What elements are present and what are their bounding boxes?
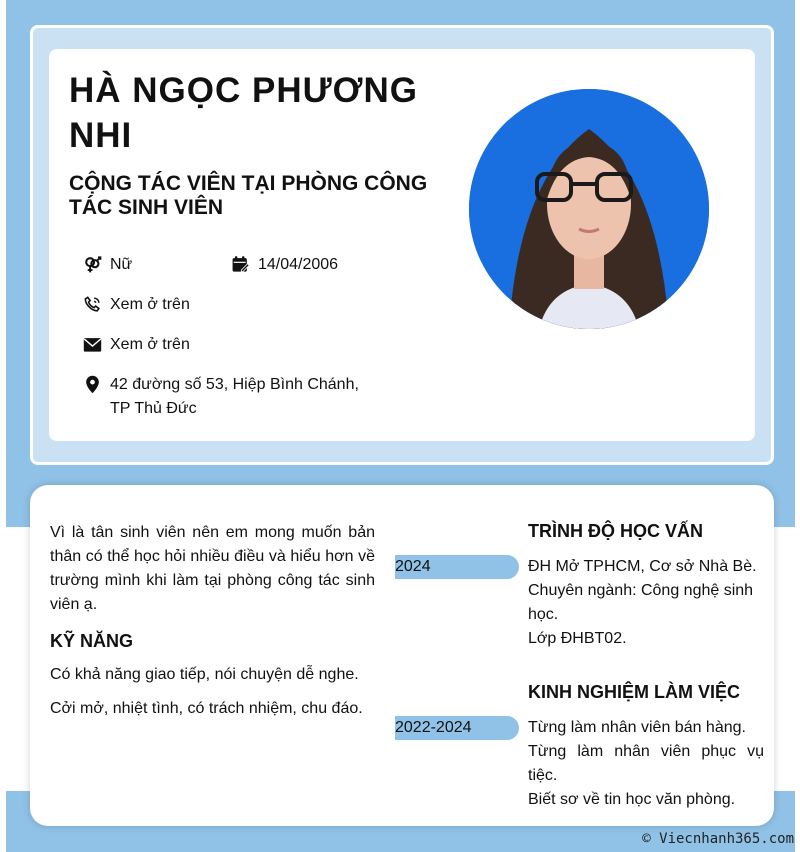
education-line: ĐH Mở TPHCM, Cơ sở Nhà Bè.	[528, 558, 757, 575]
calendar-icon	[231, 255, 250, 274]
gender-value: Nữ	[110, 256, 133, 273]
career-objective: Vì là tân sinh viên nên em mong muốn bản thân có thể học hỏi nhiều điều và hiểu hơn về trường mình khi làm tại phòng công tác sinh viên ạ.	[50, 524, 375, 613]
education-line: Chuyên ngành: Công nghệ sinh học.	[528, 582, 754, 623]
address-value: 42 đường số 53, Hiệp Bình Chánh, TP Thủ Đức	[110, 376, 359, 417]
copyright-text: © Viecnhanh365.com	[642, 831, 794, 847]
experience-title: KINH NGHIỆM LÀM VIỆC	[528, 682, 741, 702]
phone-icon	[83, 295, 102, 314]
experience-line: Từng làm nhân viên phục vụ tiệc.	[528, 743, 764, 784]
skill-item: Cởi mở, nhiệt tình, có trách nhiệm, chu đáo.	[50, 700, 363, 717]
skills-title: KỸ NĂNG	[50, 631, 134, 651]
address-info	[83, 373, 373, 421]
education-title: TRÌNH ĐỘ HỌC VẤN	[528, 521, 703, 541]
experience-line: Biết sơ về tin học văn phòng.	[528, 791, 736, 808]
profile-photo	[469, 89, 709, 329]
gender-info	[83, 253, 223, 277]
phone-value: Xem ở trên	[110, 296, 190, 313]
education-line: Lớp ĐHBT02.	[528, 630, 627, 647]
education-details	[528, 555, 764, 651]
education-year: 2024	[395, 555, 519, 579]
email-value: Xem ở trên	[110, 336, 190, 353]
experience-year: 2022-2024	[395, 716, 519, 740]
experience-details	[528, 716, 764, 812]
experience-line: Từng làm nhân viên bán hàng.	[528, 719, 746, 736]
skill-item: Có khả năng giao tiếp, nói chuyện dễ nghe.	[50, 666, 359, 683]
location-icon	[83, 375, 102, 394]
birthday-value: 14/04/2006	[258, 256, 339, 273]
gender-icon	[83, 255, 102, 274]
candidate-name: HÀ NGỌC PHƯƠNG NHI	[69, 71, 419, 155]
email-icon	[83, 335, 102, 354]
birthday-info	[231, 253, 391, 277]
email-info	[83, 333, 383, 357]
phone-info	[83, 293, 383, 317]
candidate-position: CỘNG TÁC VIÊN TẠI PHÒNG CÔNG TÁC SINH VIÊN	[69, 172, 428, 219]
